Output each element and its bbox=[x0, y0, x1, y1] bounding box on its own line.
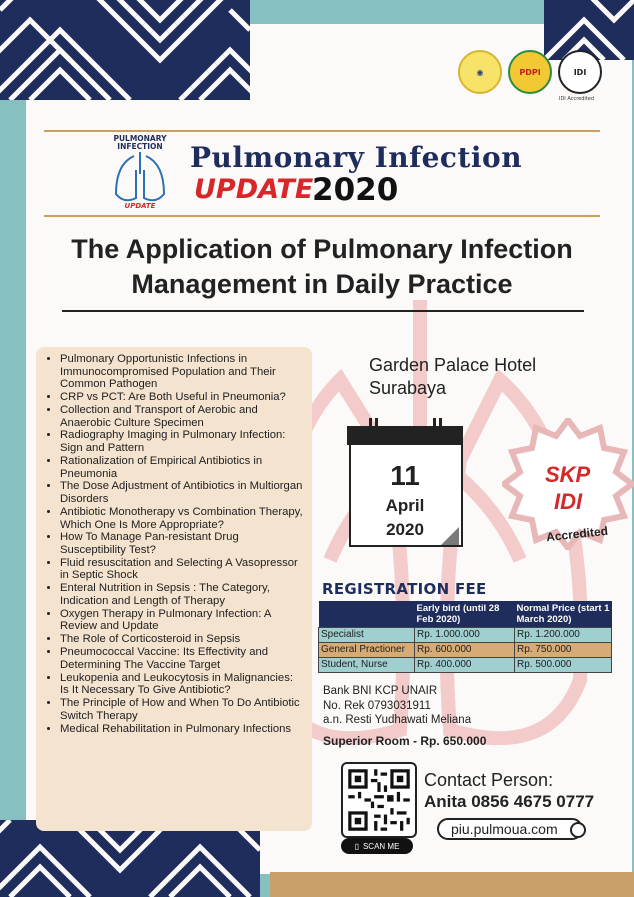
topic-item: • The Role of Corticosteroid in Sepsis bbox=[60, 633, 304, 646]
topics-list bbox=[44, 353, 304, 735]
bank-account-number: No. Rek 0793031911 bbox=[323, 699, 431, 712]
bank-account-holder: a.n. Resti Yudhawati Meliana bbox=[323, 714, 472, 726]
website-link[interactable] bbox=[437, 818, 583, 840]
event-title-year: 2020 bbox=[312, 172, 399, 208]
topic-item: • Leukopenia and Leukocytosis in Malignancies: Is It Necessary To Give Antibiotic? bbox=[60, 672, 304, 697]
qr-code-icon bbox=[345, 766, 413, 834]
event-title-update: UPDATE bbox=[194, 174, 314, 205]
topic-item: • Pulmonary Opportunistic Infections in Immunocompromised Population and Their Common Pathogen bbox=[60, 353, 304, 391]
idi-accredited-label: IDI Accredited bbox=[558, 96, 594, 102]
table-header-cell: Normal Price (start 1 March 2020) bbox=[515, 601, 612, 628]
calendar-ring-icon bbox=[439, 418, 442, 434]
stripes-decoration-bottom-left-icon bbox=[0, 820, 260, 897]
table-header-cell: Early bird (until 28 Feb 2020) bbox=[415, 601, 515, 628]
organization-logo-1-icon: ◉ bbox=[458, 50, 502, 94]
topic-item: • Medical Rehabilitation in Pulmonary Infections bbox=[60, 723, 304, 736]
event-logo-text-3: UPDATE bbox=[124, 202, 156, 210]
topic-item: • Pneumococcal Vaccine: Its Effectivity and Determining The Vaccine Target bbox=[60, 646, 304, 671]
skp-label: SKP bbox=[545, 462, 591, 487]
event-month: April bbox=[385, 496, 425, 515]
table-row bbox=[319, 658, 612, 673]
table-cell: General Practioner bbox=[319, 643, 415, 658]
contact-label: Contact Person: bbox=[424, 770, 554, 790]
topic-item: • The Dose Adjustment of Antibiotics in Multiorgan Disorders bbox=[60, 480, 304, 505]
topic-item: • Rationalization of Empirical Antibiotics in Pneumonia bbox=[60, 455, 304, 480]
calendar-header bbox=[347, 426, 463, 445]
event-logo-text-1: PULMONARY bbox=[113, 134, 167, 143]
table-cell: Specialist bbox=[319, 628, 415, 643]
table-row bbox=[319, 628, 612, 643]
headline-line-2: Management in Daily Practice bbox=[131, 269, 513, 299]
headline-rule bbox=[62, 310, 584, 312]
table-cell: Rp. 500.000 bbox=[515, 658, 612, 673]
topic-item: • Collection and Transport of Aerobic and Anaerobic Culture Specimen bbox=[60, 404, 304, 429]
event-title: Pulmonary Infection bbox=[190, 141, 523, 174]
headline-line-1: The Application of Pulmonary Infection bbox=[71, 234, 573, 264]
topic-item: • How To Manage Pan-resistant Drug Susceptibility Test? bbox=[60, 531, 304, 556]
registration-fee-table bbox=[318, 601, 612, 673]
headline bbox=[44, 232, 600, 302]
table-header-row bbox=[319, 601, 612, 628]
idi-label: IDI bbox=[554, 489, 583, 514]
header-rule-bottom bbox=[44, 215, 600, 217]
qr-code[interactable] bbox=[341, 762, 417, 838]
contact-name: Anita 0856 4675 0777 bbox=[424, 792, 595, 811]
accredited-label: Accredited bbox=[545, 523, 609, 545]
scan-me-label: SCAN ME bbox=[362, 841, 400, 851]
table-header-cell bbox=[319, 601, 415, 628]
header-rule-top bbox=[44, 130, 600, 132]
venue-name: Garden Palace Hotel bbox=[369, 355, 537, 375]
calendar-ring-icon bbox=[369, 418, 372, 434]
room-price: Superior Room - Rp. 650.000 bbox=[323, 734, 487, 748]
table-cell: Rp. 600.000 bbox=[415, 643, 515, 658]
event-day: 11 bbox=[390, 460, 420, 491]
event-logo-icon bbox=[108, 134, 172, 210]
table-cell: Rp. 750.000 bbox=[515, 643, 612, 658]
table-row bbox=[319, 643, 612, 658]
registration-title: REGISTRATION FEE bbox=[322, 580, 487, 598]
bank-name: Bank BNI KCP UNAIR bbox=[323, 685, 438, 697]
venue-city: Surabaya bbox=[369, 378, 447, 398]
topic-item: • CRP vs PCT: Are Both Useful in Pneumonia? bbox=[60, 391, 304, 404]
calendar-ring-icon bbox=[375, 418, 378, 434]
topic-item: • Radiography Imaging in Pulmonary Infection: Sign and Pattern bbox=[60, 429, 304, 454]
website-url: piu.pulmoua.com bbox=[451, 821, 558, 837]
venue bbox=[369, 354, 536, 400]
topics-panel bbox=[36, 347, 312, 831]
stripes-decoration-top-left-icon bbox=[0, 0, 250, 100]
cursor-icon bbox=[570, 822, 586, 838]
scan-me-button[interactable] bbox=[341, 838, 413, 854]
topic-item: • Oxygen Therapy in Pulmonary Infection: A Review and Update bbox=[60, 608, 304, 633]
table-cell: Rp. 400.000 bbox=[415, 658, 515, 673]
topic-item: • Fluid resuscitation and Selecting A Vasopressor in Septic Shock bbox=[60, 557, 304, 582]
table-cell: Rp. 1.200.000 bbox=[515, 628, 612, 643]
bank-info bbox=[323, 684, 471, 728]
topic-item: • Enteral Nutrition in Sepsis : The Category, Indication and Length of Therapy bbox=[60, 582, 304, 607]
gold-band bbox=[270, 872, 634, 897]
partner-logos bbox=[458, 50, 602, 94]
pdpi-logo-icon: PDPI bbox=[508, 50, 552, 94]
event-year: 2020 bbox=[386, 520, 424, 539]
table-cell: Rp. 1.000.000 bbox=[415, 628, 515, 643]
idi-logo-icon: IDI bbox=[558, 50, 602, 94]
page-fold-icon bbox=[441, 527, 459, 545]
event-logo-text-2: INFECTION bbox=[117, 142, 163, 151]
topic-item: • The Principle of How and When To Do Antibiotic Switch Therapy bbox=[60, 697, 304, 722]
calendar-ring-icon bbox=[433, 418, 436, 434]
calendar-icon bbox=[347, 426, 463, 548]
topic-item: • Antibiotic Monotherapy vs Combination Therapy, Which One Is More Appropriate? bbox=[60, 506, 304, 531]
phone-icon: ▯ bbox=[354, 841, 359, 851]
table-cell: Student, Nurse bbox=[319, 658, 415, 673]
